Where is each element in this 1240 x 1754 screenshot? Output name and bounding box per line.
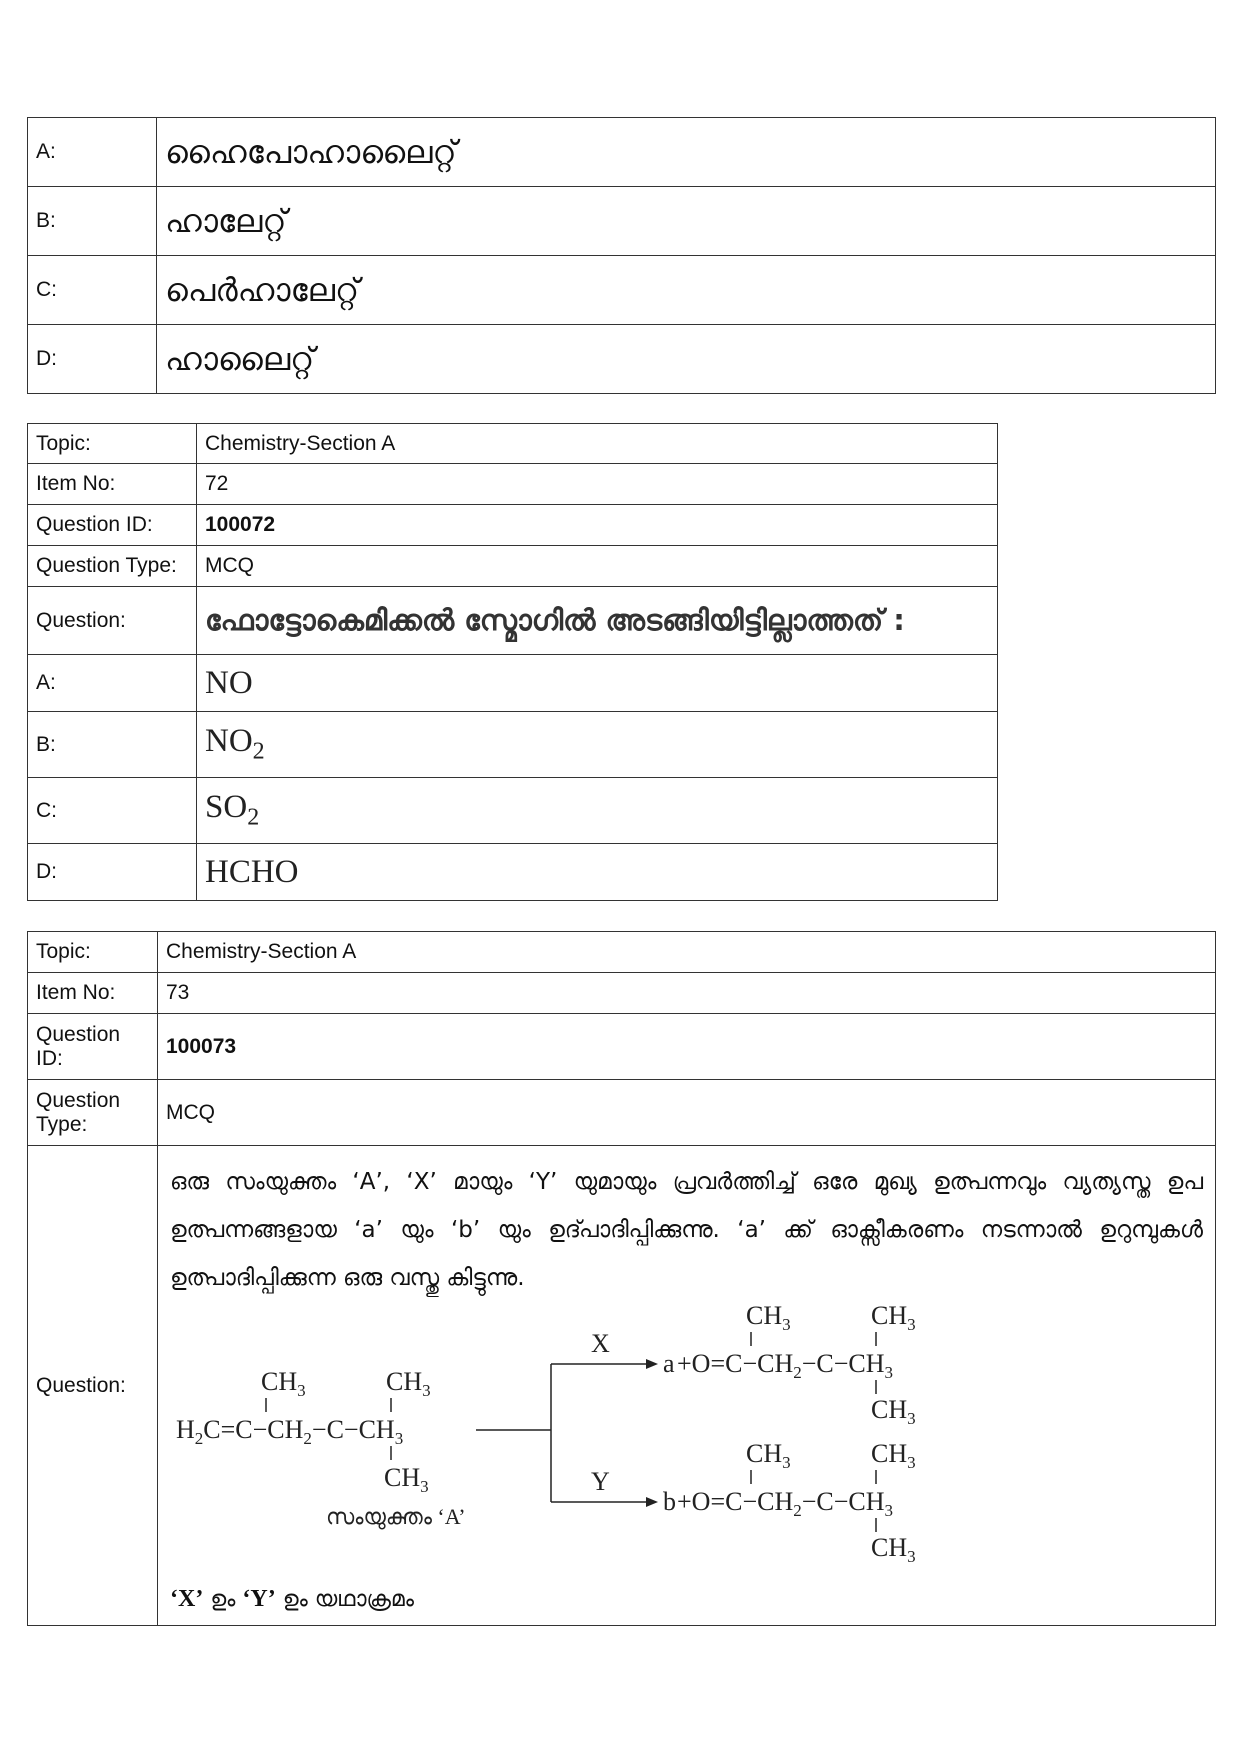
- question-73-table: [27, 931, 1216, 1626]
- question-72-table: [27, 423, 998, 901]
- question-footer: [166, 1578, 1207, 1623]
- footer-end: ഉം യഥാക്രമം: [275, 1587, 414, 1612]
- option-text: പെർഹാലേറ്റ്: [157, 256, 1216, 325]
- question-text: ഒരു സംയുക്തം ‘A’, ‘X’ മായും ‘Y’ യുമായും പ്രവർത്തിച്ച് ഒരേ മുഖ്യ ഉത്പന്നവും വ്യത്യസ്ത ഉപ ഉത്പന്നങ്ങളായ ‘a’ യും ‘b’ യും ഉദ്പാദിപ്പിക്കുന്നു. ‘a’ ക്ക് ഓക്സീകരണം നടന്നാൽ ഉറുമ്പുകൾ ഉത്പാദിപ്പിക്കുന്ന ഒരു വസ്തു കിട്ടുന്നു.: [170, 1169, 1203, 1291]
- option-label: A:: [28, 655, 197, 712]
- question-label: Question:: [28, 1146, 158, 1626]
- svg-text:CH3: $CH_3$: [871, 1439, 916, 1472]
- option-row-d: [28, 325, 1216, 394]
- svg-text:CH3: $CH_3$: [384, 1463, 429, 1496]
- option-row-c: [28, 778, 998, 844]
- svg-text:CH3: $CH_3$: [746, 1439, 791, 1472]
- question-label: Question:: [28, 587, 197, 655]
- option-formula: [197, 778, 998, 844]
- item-value: 72: [197, 464, 998, 505]
- question-type-value: MCQ: [197, 546, 998, 587]
- question-type-row: [28, 1080, 1216, 1146]
- svg-text:+O=C−CH2−C−CH3: $+O=C-CH_2-C-CH_3$: [677, 1487, 894, 1520]
- svg-text:CH3: $CH_3$: [871, 1533, 916, 1566]
- topic-value: Chemistry-Section A: [158, 932, 1216, 973]
- option-label: C:: [28, 778, 197, 844]
- option-label: C:: [28, 256, 157, 325]
- formula-main: SO: [205, 789, 248, 826]
- question-id-label: Question ID:: [28, 505, 197, 546]
- footer-x: ‘X’: [170, 1586, 204, 1612]
- product-a: a: [663, 1349, 675, 1378]
- topic-label: Topic:: [28, 424, 197, 464]
- options-table-previous: [27, 117, 1216, 394]
- branch-arrows: [476, 1359, 658, 1507]
- topic-label: Topic:: [28, 932, 158, 973]
- formula-main: HCHO: [205, 853, 299, 890]
- question-id-value: 100072: [197, 505, 998, 546]
- option-formula: [197, 844, 998, 901]
- question-type-value: MCQ: [158, 1080, 1216, 1146]
- svg-text:CH3: $CH_3$: [261, 1367, 306, 1400]
- question-type-label: Question Type:: [28, 1080, 158, 1146]
- product-structure-top: [677, 1302, 916, 1428]
- svg-text:CH3: $CH_3$: [386, 1367, 431, 1400]
- formula-subscript: 2: [247, 804, 260, 831]
- question-body: [158, 1146, 1216, 1626]
- svg-text:+O=C−CH2−C−CH3: $+O=C-CH_2-C-CH_3$: [677, 1349, 894, 1382]
- question-id-label: Question ID:: [28, 1014, 158, 1080]
- option-formula: [197, 655, 998, 712]
- question-text: ഫോട്ടോകെമിക്കൽ സ്മോഗിൽ അടങ്ങിയിട്ടില്ലാത്തത് :: [197, 587, 998, 655]
- option-label: B:: [28, 187, 157, 256]
- option-row-a: [28, 655, 998, 712]
- product-b: b: [663, 1487, 676, 1516]
- reagent-x: X: [591, 1329, 610, 1358]
- product-structure-bottom: [677, 1439, 916, 1566]
- formula-main: NO: [205, 664, 253, 701]
- option-row-c: [28, 256, 1216, 325]
- question-type-row: [28, 546, 998, 587]
- option-label: A:: [28, 118, 157, 187]
- footer-y: ‘Y’: [242, 1586, 276, 1612]
- item-value: 73: [158, 973, 1216, 1014]
- formula-subscript: 2: [252, 738, 265, 765]
- topic-value: Chemistry-Section A: [197, 424, 998, 464]
- item-row: [28, 973, 1216, 1014]
- question-type-label: Question Type:: [28, 546, 197, 587]
- topic-row: [28, 424, 998, 464]
- question-id-value: 100073: [158, 1014, 1216, 1080]
- question-row: [28, 1146, 1216, 1626]
- item-label: Item No:: [28, 464, 197, 505]
- question-id-row: [28, 505, 998, 546]
- formula-main: NO: [205, 723, 253, 760]
- question-id-row: [28, 1014, 1216, 1080]
- reaction-diagram: [166, 1302, 1206, 1572]
- item-label: Item No:: [28, 973, 158, 1014]
- reactant-name: സംയുക്തം ‘A’: [326, 1504, 466, 1529]
- question-row: [28, 587, 998, 655]
- svg-text:H2C=C−CH2−C−CH3: $H_2C=C-CH_2-C-CH_3$: [176, 1415, 404, 1448]
- option-label: D:: [28, 325, 157, 394]
- reagent-y: Y: [591, 1467, 610, 1496]
- option-label: D:: [28, 844, 197, 901]
- option-text: ഹാലൈറ്റ്: [157, 325, 1216, 394]
- svg-text:CH3: $CH_3$: [871, 1395, 916, 1428]
- option-row-d: [28, 844, 998, 901]
- option-row-a: [28, 118, 1216, 187]
- svg-text:CH3: $CH_3$: [746, 1302, 791, 1334]
- option-label: B:: [28, 712, 197, 778]
- option-row-b: [28, 712, 998, 778]
- reactant-structure: [176, 1367, 431, 1496]
- option-formula: [197, 712, 998, 778]
- footer-mid: ഉം: [203, 1587, 243, 1612]
- option-row-b: [28, 187, 1216, 256]
- topic-row: [28, 932, 1216, 973]
- item-row: [28, 464, 998, 505]
- svg-text:CH3: $CH_3$: [871, 1302, 916, 1334]
- option-text: ഹൈപോഹാലൈറ്റ്: [157, 118, 1216, 187]
- option-text: ഹാലേറ്റ്: [157, 187, 1216, 256]
